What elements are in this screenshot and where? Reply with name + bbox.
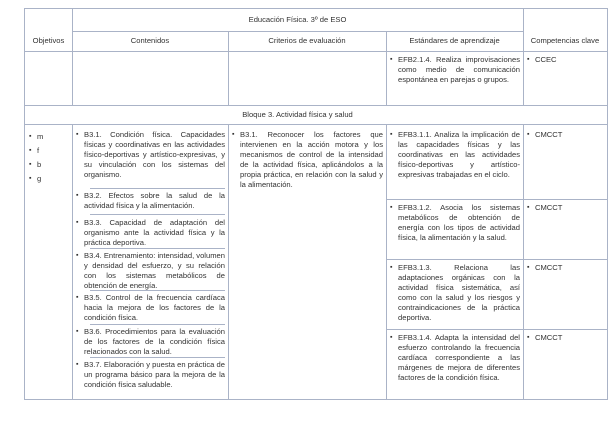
objetivos-list [29, 130, 69, 186]
contenido-text: B3.4. Entrenamiento: intensidad, volumen y densidad del esfuerzo, y su relación con los sistemas metabólicos de obtención de energía. [84, 251, 225, 290]
col-divider-3b [386, 124, 387, 399]
competencia-item [527, 333, 605, 343]
criterio-text: B3.1. Reconocer los factores que intervienen en la acción motora y los mecanismos de control de la intensidad de la actividad física, aplicándolos a la propia práctica, en relación con la salud y la alimentación. [240, 130, 383, 189]
objetivo-item: f [37, 146, 40, 155]
col-divider-4b [523, 124, 524, 399]
estandar-text: EFB3.1.4. Adapta la intensidad del esfuerzo controlando la frecuencia cardíaca correspondiente a las márgenes de mejora de diferentes factores de la condición física. [398, 333, 520, 382]
contenido-text: B3.5. Control de la frecuencia cardíaca hacia la mejora de los factores de la condición física. [84, 293, 225, 322]
bullet-icon: ▪ [527, 264, 530, 271]
contenido-item [76, 251, 225, 291]
col-divider-4a [523, 9, 524, 105]
curriculum-table [24, 8, 608, 400]
row1-estandar-text: EFB2.1.4. Realiza improvisaciones como medio de comunicación espontánea en parejas o grupos. [398, 55, 520, 84]
header-criterios: Criterios de evaluación [268, 36, 346, 46]
contenido-separator [90, 290, 225, 291]
competencia-item [527, 130, 605, 140]
estandar-text: EFB3.1.1. Analiza la implicación de las capacidades físicas y las coordinativas en las actividades físico-deportivas y artístico-expresivas trabajadas en el ciclo. [398, 130, 520, 179]
competencia-text: CMCCT [535, 263, 563, 272]
contenido-text: B3.6. Procedimientos para la evaluación de los factores de la condición física relacionados con la salud. [84, 327, 225, 356]
contenido-item [76, 360, 225, 390]
competencia-item [527, 203, 605, 213]
criterio-item [232, 130, 383, 189]
bullet-icon: ▪ [76, 328, 79, 335]
bullet-icon: ▪ [29, 175, 32, 182]
bullet-icon: ▪ [390, 131, 393, 138]
bullet-icon: ▪ [29, 147, 32, 154]
contenido-text: B3.1. Condición física. Capacidades físicas y coordinativas en las actividades físico-deportivas y artístico-expresivas, y su vinculación con los sistemas del organismo. [84, 130, 225, 179]
contenido-separator [90, 188, 225, 189]
bullet-icon: ▪ [527, 204, 530, 211]
bullet-icon: ▪ [76, 294, 79, 301]
std-divider-2 [386, 259, 607, 260]
bullet-icon: ▪ [29, 161, 32, 168]
contenido-separator [90, 248, 225, 249]
objetivo-item: b [37, 160, 42, 169]
header-contenidos: Contenidos [130, 36, 170, 46]
contenido-text: B3.2. Efectos sobre la salud de la actividad física y la alimentación. [84, 191, 225, 210]
competencia-text: CMCCT [535, 203, 563, 212]
std-divider-3 [386, 329, 607, 330]
estandar-item [390, 263, 520, 322]
contenido-text: B3.7. Elaboración y puesta en práctica de un programa básico para la mejora de la condición física saludable. [84, 360, 225, 389]
bullet-icon: ▪ [76, 131, 79, 138]
contenido-item [76, 130, 225, 180]
contenido-item [76, 218, 225, 248]
bullet-icon: ▪ [527, 131, 530, 138]
bullet-icon: ▪ [527, 56, 530, 63]
bullet-icon: ▪ [390, 264, 393, 271]
row1-competencia-text: CCEC [535, 55, 557, 64]
bullet-icon: ▪ [76, 192, 79, 199]
contenido-item [76, 293, 225, 323]
contenido-separator [90, 357, 225, 358]
contenido-item [76, 191, 225, 211]
header-divider [25, 51, 607, 52]
row1-competencia [527, 55, 605, 65]
estandar-item [390, 130, 520, 180]
contenido-separator [90, 324, 225, 325]
bullet-icon: ▪ [76, 219, 79, 226]
contenidos-column [72, 124, 228, 399]
bloque-title: Bloque 3. Actividad física y salud [242, 109, 353, 119]
bullet-icon: ▪ [390, 56, 393, 63]
header-estandares: Estándares de aprendizaje [409, 36, 500, 46]
contenido-text: B3.3. Capacidad de adaptación del organismo ante la actividad física y la práctica deportiva. [84, 218, 225, 247]
col-divider-2b [228, 124, 229, 399]
objetivo-item: m [37, 132, 44, 141]
table-title: Educación Física. 3º de ESO [248, 15, 347, 25]
header-competencias: Competencias clave [530, 36, 600, 46]
competencia-text: CMCCT [535, 130, 563, 139]
bullet-icon: ▪ [76, 252, 79, 259]
competencia-text: CMCCT [535, 333, 563, 342]
contenido-separator [90, 214, 225, 215]
contenido-item [76, 327, 225, 357]
objetivo-item: g [37, 174, 42, 183]
bullet-icon: ▪ [76, 361, 79, 368]
header-objetivos: Objetivos [32, 36, 65, 46]
row1-estandar [390, 55, 520, 85]
estandar-text: EFB3.1.3. Relaciona las adaptaciones orgánicas con la actividad física sistemática, así como con la salud y los riesgos y contraindicaciones de la práctica deportiva. [398, 263, 520, 322]
estandar-item [390, 333, 520, 383]
bullet-icon: ▪ [527, 334, 530, 341]
bullet-icon: ▪ [390, 334, 393, 341]
estandar-item [390, 203, 520, 243]
bullet-icon: ▪ [29, 133, 32, 140]
std-divider-1 [386, 199, 607, 200]
bullet-icon: ▪ [232, 131, 235, 138]
competencia-item [527, 263, 605, 273]
bullet-icon: ▪ [390, 204, 393, 211]
estandar-text: EFB3.1.2. Asocia los sistemas metabólicos de obtención de energía con los tipos de actividad física, la alimentación y la salud. [398, 203, 520, 242]
